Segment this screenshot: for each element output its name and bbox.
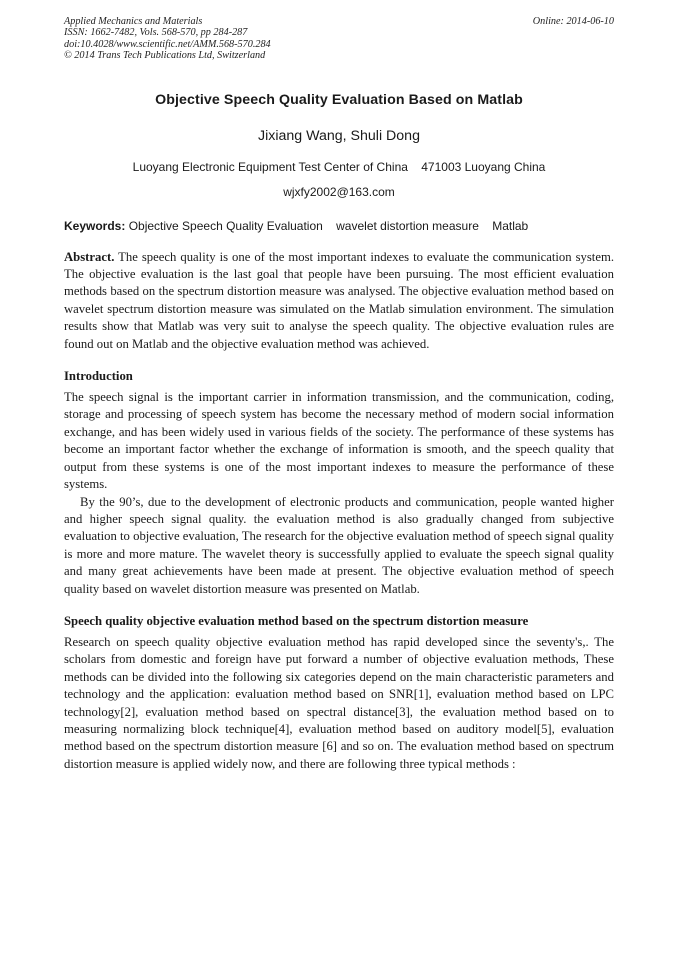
paper-page — [64, 16, 614, 773]
doi-link[interactable]: doi:10.4028/www.scientific.net/AMM.568-570.284 — [64, 38, 271, 50]
section-heading-introduction: Introduction — [64, 369, 133, 384]
section-heading-spectrum-distortion: Speech quality objective evaluation method based on the spectrum distortion measure — [64, 613, 529, 628]
intro-paragraph-2: By the 90’s, due to the development of electronic products and communication, people wanted higher and higher speech signal quality. the evaluation method is also gradually changed from subjective evaluation to objective evaluation, The research for the objective evaluation method of speech signal quality is more and more mature. The wavelet theory is successfully applied to evaluate the speech signal quality and many great achievements have been made at present. The objective evaluation method of speech quality based on wavelet distortion measure was presented on Matlab. — [64, 494, 614, 596]
author-affiliation: Luoyang Electronic Equipment Test Center of China 471003 Luoyang China — [132, 159, 546, 174]
abstract — [64, 249, 614, 353]
author-email[interactable]: wjxfy2002@163.com — [283, 184, 395, 199]
online-date: Online: 2014-06-10 — [532, 16, 614, 27]
journal-header — [64, 16, 614, 62]
paper-authors: Jixiang Wang, Shuli Dong — [258, 127, 420, 144]
journal-name: Applied Mechanics and Materials — [64, 16, 203, 27]
keywords-text: Objective Speech Quality Evaluation wavelet distortion measure Matlab — [125, 218, 529, 233]
spectrum-paragraph-1: Research on speech quality objective evaluation method has rapid developed since the seventy's,. The scholars from domestic and foreign have put forward a number of objective evaluation methods, These methods can be divided into the following six categories depend on the main characteristic parameters and technology and the application: evaluation method based on SNR[1], evaluation method based on LPC technology[2], evaluation method based on spectral distance[3], the evaluation method based on to measuring normalizing block technique[4], evaluation method based on auditory model[5], evaluation method based on the spectrum distortion measure [6] and so on. The evaluation method based on spectrum distortion measure is applied widely now, and there are following three typical methods : — [64, 634, 614, 771]
copyright-line: © 2014 Trans Tech Publications Ltd, Switzerland — [64, 50, 266, 62]
abstract-text: The speech quality is one of the most important indexes to evaluate the communication system. The objective evaluation is the last goal that people have been pursuing. The most efficient evaluation methods based on the spectrum distortion measure was analysed. The objective evaluation method based on wavelet spectrum distortion measure was simulated on the Matlab simulation environment. The simulation results show that Matlab was very suit to analyse the speech quality. The objective evaluation rules are found out on Matlab and the objective evaluation method was achieved. — [64, 249, 614, 351]
intro-paragraph-1: The speech signal is the important carrier in information transmission, and the communication, coding, storage and processing of speech system has become the necessary method of modern social information exchange, and has been widely used in various fields of the society. The performance of these systems has become an important factor whether the exchange of information is smooth, and the speech quality that output from these systems is one of the most important indexes to measure the performance of these systems. — [64, 390, 614, 492]
keywords — [64, 219, 614, 233]
keywords-label: Keywords: — [64, 218, 126, 233]
abstract-label: Abstract. — [64, 249, 115, 264]
paper-title: Objective Speech Quality Evaluation Based on Matlab — [155, 91, 523, 108]
issn-line: ISSN: 1662-7482, Vols. 568-570, pp 284-287 — [64, 27, 248, 39]
